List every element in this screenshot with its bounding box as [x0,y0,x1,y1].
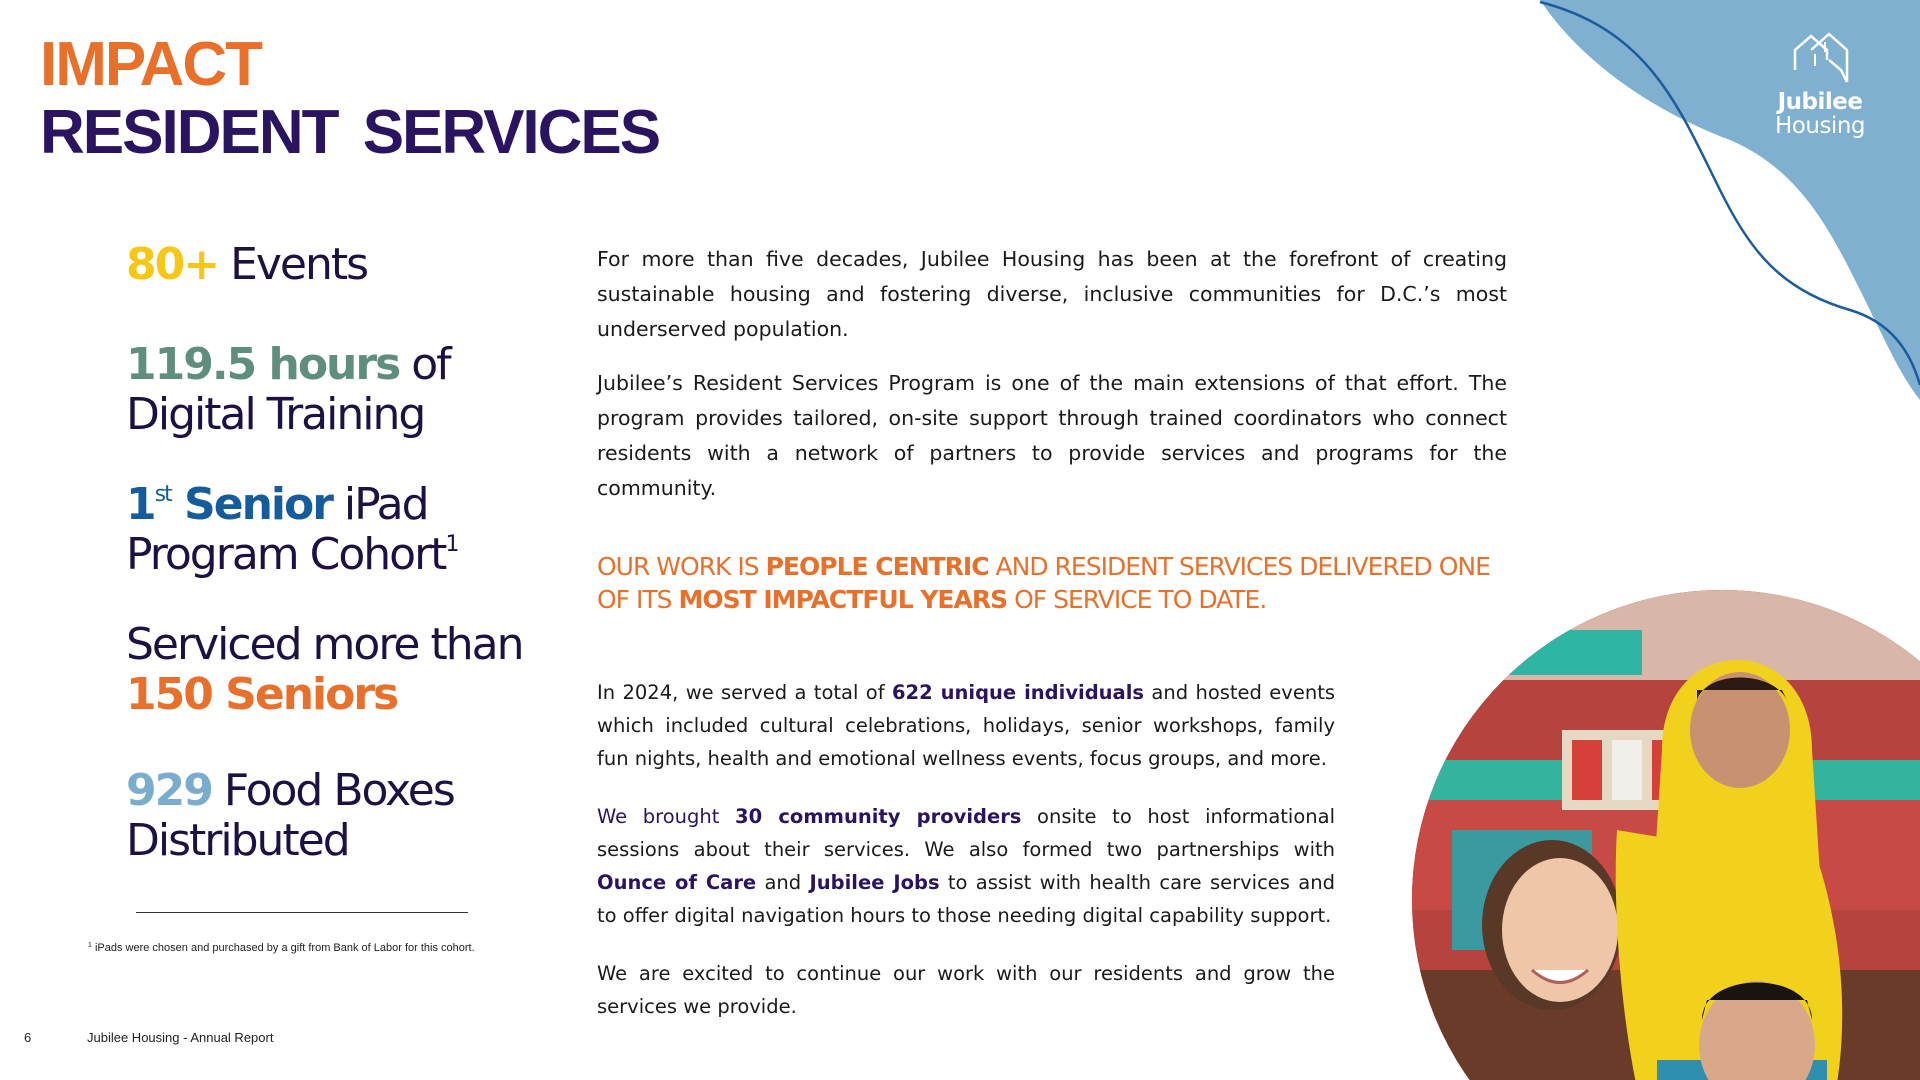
stat-cohort-label: Program Cohort [126,529,446,580]
stat-ipad-cohort [126,480,457,580]
stat-food-label-2: Distributed [126,815,349,866]
q1-a: In 2024, we served a total of [597,681,892,704]
body-paragraph-2 [597,800,1335,932]
tagline-d: MOST IMPACTFUL YEARS [678,585,1008,614]
q1-c: and hosted events which included cultural celebrations, holidays, senior workshops, family fun nights, health and emotional wellness events, focus groups, and more. [597,681,1336,770]
stat-seniors-number: 150 Seniors [126,669,398,720]
tagline-c: AND RESIDENT SERVICES DELIVERED ONE OF ITS [597,552,1490,614]
stat-food-boxes [126,766,454,866]
stat-events-number: 80+ [126,239,219,290]
logo-line-2: Housing [1775,113,1865,139]
stat-hours-label: Digital Training [126,389,425,440]
tagline-e: OF SERVICE TO DATE. [1007,585,1267,614]
footnote [88,942,475,954]
stat-seniors [126,620,522,720]
stat-cohort-number: 1 [126,479,155,530]
footer-label: Jubilee Housing - Annual Report [87,1030,274,1045]
tagline [597,550,1517,616]
q2-g: to assist with health care services and to offer digital navigation hours to those needing digital capability support. [597,871,1335,927]
stat-cohort-ipad: iPad [331,479,428,530]
footnote-divider [136,912,468,913]
stat-food-label: Food Boxes [211,765,454,816]
body-paragraph-1 [597,676,1335,775]
stat-cohort-senior: Senior [170,479,332,530]
stat-events-label: Events [218,239,368,290]
page-number: 6 [24,1030,32,1045]
house-icon [1785,30,1855,88]
stat-hours-of: of [399,339,450,390]
intro-paragraph-1: For more than five decades, Jubilee Housing has been at the forefront of creating sustainable housing and fostering diverse, inclusive communities for D.C.’s most underserved population. [597,247,1507,341]
page-title: RESIDENT SERVICES [40,98,660,167]
photo-illustration [1412,590,1920,1080]
footnote-text: iPads were chosen and purchased by a gift from Bank of Labor for this cohort. [91,942,475,954]
title-impact: IMPACT [40,30,262,99]
q2-a: We brought [597,805,736,828]
stat-hours-number: 119.5 hours [126,339,400,390]
tagline-a: OUR WORK IS [597,552,766,581]
logo-line-1: Jubilee [1777,89,1863,115]
stat-cohort-footnote-mark: 1 [445,532,458,557]
stat-cohort-ordinal: st [154,482,171,507]
body-paragraph-3: We are excited to continue our work with our residents and grow the services we provide. [597,962,1335,1018]
tagline-b: PEOPLE CENTRIC [765,552,989,581]
residents-photo [1412,590,1920,1080]
intro-paragraph-2: Jubilee’s Resident Services Program is one of the main extensions of that effort. The program provides tailored, on-site support through trained coordinators who connect residents with a network of partners to provide services and programs for the community. [597,371,1507,500]
q2-d: Ounce of Care [597,871,757,894]
q2-f: Jubilee Jobs [809,871,940,894]
footnote-mark: 1 [88,942,92,949]
q2-c: onsite to host informational sessions about their services. We also formed two partnerships with [597,805,1335,861]
q2-e: and [756,871,810,894]
q2-b: 30 community providers [735,805,1022,828]
jubilee-housing-logo [1760,30,1880,138]
stat-events [126,240,367,290]
stat-seniors-label: Serviced more than [126,619,523,670]
q1-b: 622 unique individuals [891,681,1145,704]
stat-food-number: 929 [126,765,212,816]
stat-digital-training [126,340,450,440]
